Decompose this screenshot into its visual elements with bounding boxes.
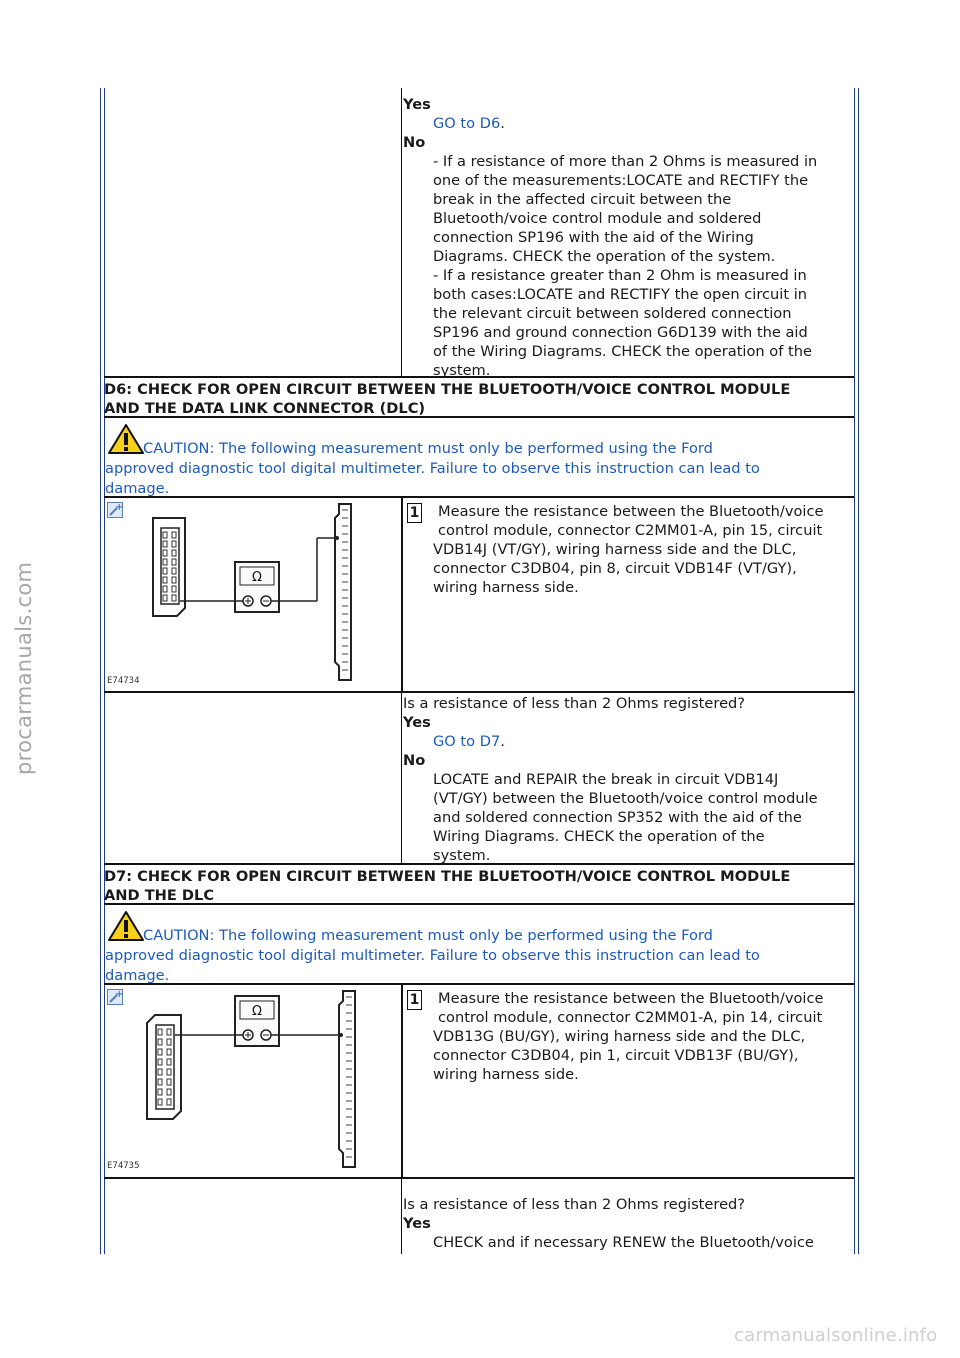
no-line: SP196 and ground connection G6D139 with the aid [433, 324, 808, 341]
dlc-connector-diagram [105, 500, 400, 690]
svg-text:Ω: Ω [252, 570, 262, 585]
page-rule-right-outer [858, 88, 859, 1254]
footer-watermark: carmanualsonline.info [734, 1325, 938, 1346]
d6-result: Is a resistance of less than 2 Ohms registered? Yes GO to D7. No LOCATE and REPAIR the break in circuit VDB14J (VT/GY) between the Bluetooth/voice control module and soldered connection SP352 with the aid of the Wiring Diagrams. CHECK the operation of the system. [403, 694, 853, 865]
no-line: of the Wiring Diagrams. CHECK the operation of the [433, 343, 812, 360]
column-divider [401, 1179, 402, 1254]
question: Is a resistance of less than 2 Ohms registered? [403, 695, 746, 712]
d7-caution: CAUTION: The following measurement must only be performed using the Ford approved diagnostic tool digital multimeter. Failure to observe this instruction can lead to damage. [105, 926, 845, 986]
column-divider [401, 496, 403, 693]
svg-text:+: + [115, 989, 123, 1000]
no-line: - If a resistance greater than 2 Ohm is measured in [433, 267, 807, 284]
yes-label: Yes [403, 714, 431, 731]
rule [104, 376, 854, 378]
d6-title: D6: CHECK FOR OPEN CIRCUIT BETWEEN THE BLUETOOTH/VOICE CONTROL MODULE AND THE DATA LINK CONNECTOR (DLC) [104, 381, 791, 417]
d6-diagram[interactable] [105, 500, 400, 690]
no-line: break in the affected circuit between the [433, 191, 732, 208]
step-number-badge: 1 [407, 990, 422, 1010]
d7-step: Measure the resistance between the Bluetooth/voice control module, connector C2MM01-A, pin 14, circuit VDB13G (BU/GY), wiring harness side and the DLC, connector C3DB04, pin 1, circuit VDB13F (BU/GY), wiring harness side. [433, 990, 824, 1083]
yes-label: Yes [403, 1215, 431, 1232]
yes-label: Yes [403, 96, 431, 113]
d7-result: Is a resistance of less than 2 Ohms registered? Yes CHECK and if necessary RENEW the Bluetooth/voice [403, 1195, 853, 1252]
no-line: the relevant circuit between soldered connection [433, 305, 792, 322]
magnify-plus-icon[interactable] [107, 502, 123, 518]
page-rule-right [854, 88, 855, 1254]
go-to-d7-link[interactable]: GO to D7 [433, 733, 501, 750]
magnify-plus-icon[interactable] [107, 989, 123, 1005]
rule [104, 863, 854, 865]
question: Is a resistance of less than 2 Ohms registered? [403, 1196, 746, 1213]
no-line: connection SP196 with the aid of the Wiring [433, 229, 754, 246]
d6-caution: CAUTION: The following measurement must only be performed using the Ford approved diagnostic tool digital multimeter. Failure to observe this instruction can lead to damage. [105, 439, 845, 499]
no-label: No [403, 134, 426, 151]
no-line: - If a resistance of more than 2 Ohms is measured in [433, 153, 818, 170]
rule [104, 416, 854, 418]
no-line: Diagrams. CHECK the operation of the system. [433, 248, 776, 265]
warning-triangle-icon [107, 423, 145, 455]
d7-title: D7: CHECK FOR OPEN CIRCUIT BETWEEN THE BLUETOOTH/VOICE CONTROL MODULE AND THE DLC [104, 868, 791, 904]
image-id: E74735 [107, 1161, 140, 1171]
image-id: E74734 [107, 676, 140, 686]
no-line: both cases:LOCATE and RECTIFY the open circuit in [433, 286, 807, 303]
svg-text:Ω: Ω [252, 1004, 262, 1019]
no-line: one of the measurements:LOCATE and RECTIFY the [433, 172, 809, 189]
no-line: system. [433, 362, 491, 379]
column-divider [401, 693, 402, 863]
column-divider [401, 983, 403, 1179]
page-rule-left [100, 88, 101, 1254]
rule [104, 903, 854, 905]
no-line: Bluetooth/voice control module and soldered [433, 210, 762, 227]
warning-triangle-icon [107, 910, 145, 942]
rule [104, 983, 854, 985]
rule [104, 496, 854, 498]
column-divider [401, 88, 402, 376]
dlc-connector-diagram [105, 987, 400, 1175]
no-label: No [403, 752, 426, 769]
step-number-badge: 1 [407, 503, 422, 523]
rule [104, 1177, 854, 1179]
rule [104, 691, 854, 693]
svg-text:+: + [115, 502, 123, 513]
d7-diagram[interactable] [105, 987, 400, 1175]
d6-step: Measure the resistance between the Bluetooth/voice control module, connector C2MM01-A, pin 15, circuit VDB14J (VT/GY), wiring harness side and the DLC, connector C3DB04, pin 8, circuit VDB14F (VT/GY), wiring harness side. [433, 503, 824, 596]
block1-result: Yes GO to D6. No - If a resistance of more than 2 Ohms is measured in one of the measurements:LOCATE and RECTIFY the break in the affected circuit between the Bluetooth/voice control module and soldered connection SP196 with the aid of the Wiring Diagrams. CHECK the operation of the system. - If a resistance greater than 2 Ohm is measured in both cases:LOCATE and RECTIFY the open circuit in the relevant circuit between soldered connection SP196 and ground connection G6D139 with the aid of the Wiring Diagrams. CHECK the operation of the system. [403, 95, 853, 380]
go-to-d6-link[interactable]: GO to D6 [433, 115, 501, 132]
side-watermark: procarmanuals.com [12, 561, 36, 775]
